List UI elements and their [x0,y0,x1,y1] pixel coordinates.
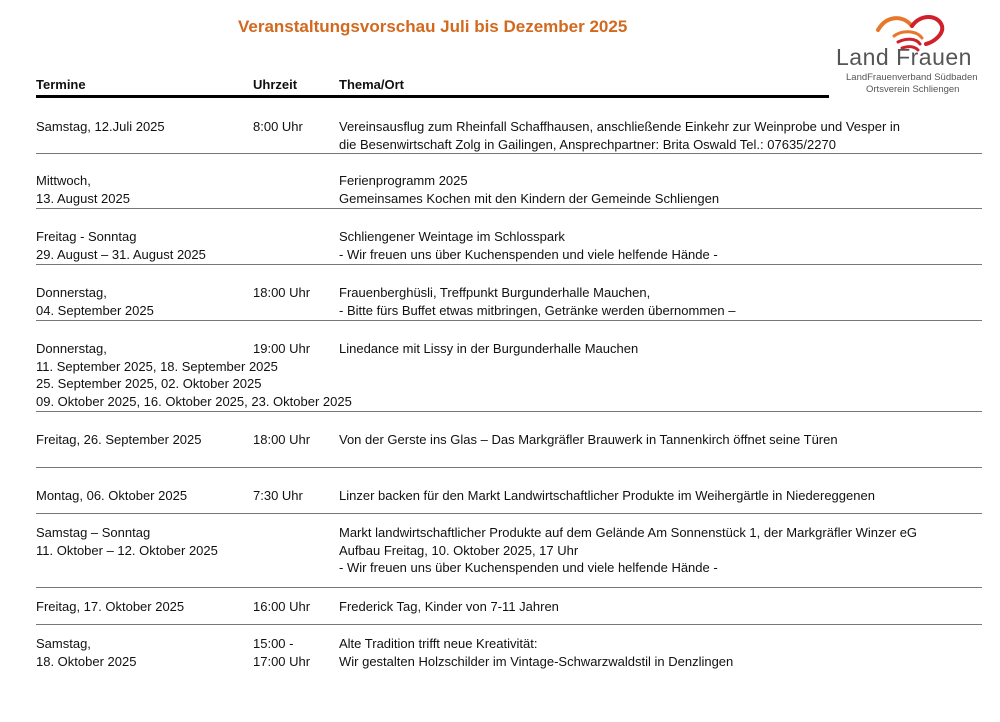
event-topic: Markt landwirtschaftlicher Produkte auf dem Gelände Am Sonnenstück 1, der Markgräfler Winzer eG Aufbau Freitag, 10. Oktober 2025, 17 Uhr - Wir freuen uns über Kuchenspenden und viele helfende Hände - [339,525,918,575]
event-date: Samstag – Sonntag 11. Oktober – 12. Oktober 2025 [36,525,218,558]
event-topic: Linedance mit Lissy in der Burgunderhalle Mauchen [339,341,639,356]
row-divider [36,467,982,468]
event-topic: Von der Gerste ins Glas – Das Markgräfler Brauwerk in Tannenkirch öffnet seine Türen [339,432,838,447]
event-date: Montag, 06. Oktober 2025 [36,488,188,503]
event-topic: Alte Tradition trifft neue Kreativität: Wir gestalten Holzschilder im Vintage-Schwarzwaldstil in Denzlingen [339,636,734,669]
event-time: 18:00 Uhr [253,285,311,300]
row-divider [36,624,982,625]
event-time: 16:00 Uhr [253,599,311,614]
landfrauen-logo [832,10,1000,100]
row-divider [36,587,982,588]
header-uhrzeit: Uhrzeit [253,77,298,92]
event-time: 15:00 - 17:00 Uhr [253,636,311,669]
row-divider [36,513,982,514]
logo-wordmark: Land Frauen [836,44,972,70]
row-divider [36,208,982,209]
event-date: Samstag, 18. Oktober 2025 [36,636,137,669]
event-time: 19:00 Uhr [253,341,311,356]
header-termine: Termine [36,77,86,92]
event-topic: Ferienprogramm 2025 Gemeinsames Kochen mit den Kindern der Gemeinde Schliengen [339,173,720,206]
event-time: 8:00 Uhr [253,119,303,134]
event-topic: Schliengener Weintage im Schlosspark - Wir freuen uns über Kuchenspenden und viele helfende Hände - [339,229,718,262]
event-topic: Vereinsausflug zum Rheinfall Schaffhausen, anschließende Einkehr zur Weinprobe und Vesper in die Besenwirtschaft Zolg in Gailingen, Ansprechpartner: Brita Oswald Tel.: 07635/2270 [339,119,901,152]
event-date: Freitag - Sonntag 29. August – 31. August 2025 [36,229,206,262]
event-date: Freitag, 17. Oktober 2025 [36,599,185,614]
row-divider [36,264,982,265]
event-date: Donnerstag, 11. September 2025, 18. September 2025 25. September 2025, 02. Oktober 2025 09. Oktober 2025, 16. Oktober 2025, 23. Oktober 2025 [36,341,352,409]
logo-subtitle-ortsverein: Ortsverein Schliengen [866,84,960,95]
header-rule [36,95,829,98]
event-date: Donnerstag, 04. September 2025 [36,285,154,318]
header-thema: Thema/Ort [339,77,405,92]
event-date: Samstag, 12.Juli 2025 [36,119,165,134]
event-time: 18:00 Uhr [253,432,311,447]
logo-subtitle-verband: LandFrauenverband Südbaden [846,72,978,83]
event-date: Freitag, 26. September 2025 [36,432,202,447]
row-divider [36,153,982,154]
event-topic: Frederick Tag, Kinder von 7-11 Jahren [339,599,559,614]
event-topic: Linzer backen für den Markt Landwirtschaftlicher Produkte im Weihergärtle in Niedereggenen [339,488,875,503]
event-topic: Frauenberghüsli, Treffpunkt Burgunderhalle Mauchen, - Bitte fürs Buffet etwas mitbringen, Getränke werden übernommen – [339,285,736,318]
page-title: Veranstaltungsvorschau Juli bis Dezember 2025 [238,17,628,36]
event-date: Mittwoch, 13. August 2025 [36,173,130,206]
row-divider [36,411,982,412]
event-time: 7:30 Uhr [253,488,303,503]
row-divider [36,320,982,321]
